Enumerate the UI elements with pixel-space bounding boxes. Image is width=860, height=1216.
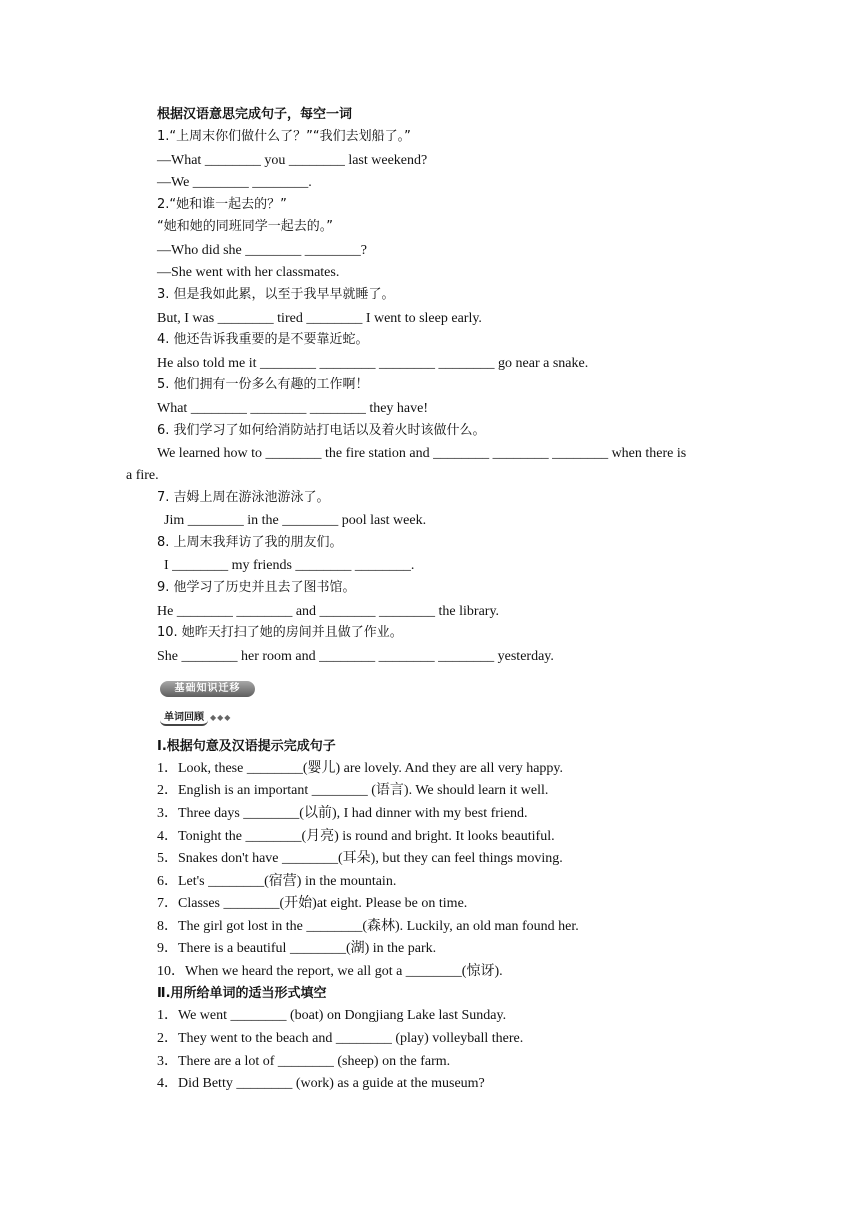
question-3-english: But, I was ________ tired ________ I went to sleep early.: [157, 311, 482, 326]
question-6-english: We learned how to ________ the fire station and ________ ________ ________ when there is: [157, 446, 687, 461]
question-2-line-b: —She went with her classmates.: [157, 265, 340, 280]
part2-item-4: 4．Did Betty ________ (work) as a guide at the museum?: [157, 1076, 485, 1091]
question-10-chinese: 10. 她昨天打扫了她的房间并且做了作业。: [157, 625, 403, 640]
question-1-line-a: —What ________ you ________ last weekend?: [157, 153, 428, 168]
subsection-label-text: 单词回顾: [160, 708, 208, 726]
part1-item-2: 2．English is an important ________ (语言). We should learn it well.: [157, 783, 549, 798]
question-2-chinese-b: “她和她的同班同学一起去的。”: [157, 219, 333, 234]
subsection-label: [160, 708, 231, 726]
part2-item-2: 2．They went to the beach and ________ (play) volleyball there.: [157, 1031, 524, 1046]
question-1-line-b: —We ________ ________.: [157, 175, 312, 190]
part2-heading: Ⅱ.用所给单词的适当形式填空: [157, 986, 327, 1001]
part2-item-1: 1．We went ________ (boat) on Dongjiang Lake last Sunday.: [157, 1008, 507, 1023]
question-2-chinese: 2.“她和谁一起去的？”: [157, 197, 287, 212]
question-3-chinese: 3. 但是我如此累，以至于我早早就睡了。: [157, 287, 395, 302]
question-9-english: He ________ ________ and ________ ________ the library.: [157, 604, 500, 619]
question-2-line-a: —Who did she ________ ________?: [157, 243, 367, 258]
question-7-chinese: 7. 吉姆上周在游泳池游泳了。: [157, 490, 330, 505]
question-6-chinese: 6. 我们学习了如何给消防站打电话以及着火时该做什么。: [157, 423, 486, 438]
part1-item-9: 9．There is a beautiful ________(湖) in the park.: [157, 941, 437, 956]
question-5-chinese: 5. 他们拥有一份多么有趣的工作啊！: [157, 377, 369, 392]
part2-item-3: 3．There are a lot of ________ (sheep) on the farm.: [157, 1054, 451, 1069]
question-4-english: He also told me it ________ ________ ________ ________ go near a snake.: [157, 356, 589, 371]
question-1-chinese: 1.“上周末你们做什么了？”“我们去划船了。”: [157, 129, 411, 144]
part1-item-5: 5．Snakes don't have ________(耳朵), but they can feel things moving.: [157, 851, 563, 866]
part1-item-4: 4．Tonight the ________(月亮) is round and bright. It looks beautiful.: [157, 829, 555, 844]
question-7-english: Jim ________ in the ________ pool last week.: [164, 513, 427, 528]
part1-item-6: 6．Let's ________(宿营) in the mountain.: [157, 874, 397, 889]
question-6-english-wrap: a fire.: [126, 468, 159, 483]
part1-heading: Ⅰ.根据句意及汉语提示完成句子: [157, 739, 336, 754]
part1-item-10: 10．When we heard the report, we all got a ________(惊讶).: [157, 964, 503, 979]
question-8-chinese: 8. 上周末我拜访了我的朋友们。: [157, 535, 343, 550]
section-heading: 根据汉语意思完成句子，每空一词: [157, 107, 353, 122]
question-4-chinese: 4. 他还告诉我重要的是不要靠近蛇。: [157, 332, 369, 347]
question-8-english: I ________ my friends ________ ________.: [164, 558, 415, 573]
part1-item-8: 8．The girl got lost in the ________(森林). Luckily, an old man found her.: [157, 919, 579, 934]
diamond-dots-icon: ◆◆◆: [210, 713, 232, 722]
question-5-english: What ________ ________ ________ they have!: [157, 401, 429, 416]
question-9-chinese: 9. 他学习了历史并且去了图书馆。: [157, 580, 356, 595]
part1-item-1: 1．Look, these ________(婴儿) are lovely. And they are all very happy.: [157, 761, 564, 776]
part1-item-3: 3．Three days ________(以前), I had dinner with my best friend.: [157, 806, 528, 821]
section-badge: 基础知识迁移: [160, 681, 255, 697]
part1-item-7: 7．Classes ________(开始)at eight. Please be on time.: [157, 896, 468, 911]
question-10-english: She ________ her room and ________ ________ ________ yesterday.: [157, 649, 554, 664]
